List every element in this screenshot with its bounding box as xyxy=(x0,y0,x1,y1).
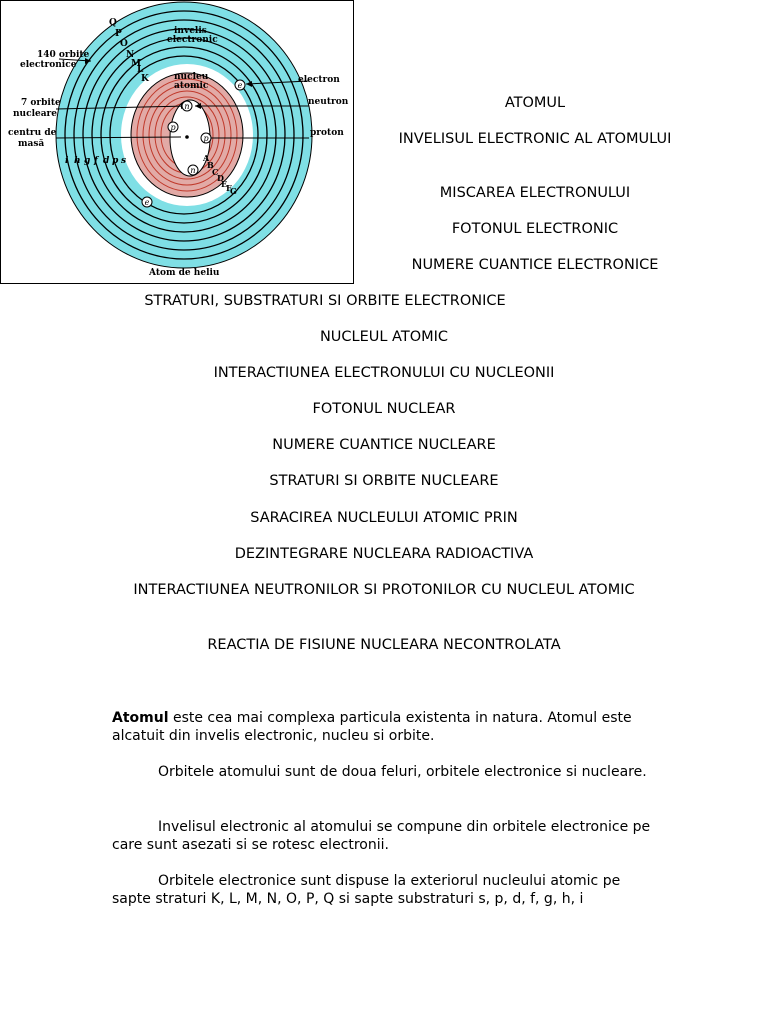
nshell-A: A xyxy=(203,153,210,163)
term-atomul: Atomul xyxy=(112,710,169,726)
shell-O: O xyxy=(120,39,128,49)
nshell-B: B xyxy=(207,160,214,170)
toc-item-numere-cuantice-electronice: NUMERE CUANTICE ELECTRONICE xyxy=(411,257,659,273)
neutron-symbol-2: n xyxy=(190,166,196,175)
proton-symbol: p xyxy=(170,123,176,132)
paragraph-orbitele-electronice: Orbitele electronice sunt dispuse la exteriorul nucleului atomic pe sapte straturi K, L, M, N, O, P, Q si sapte substraturi s, p, d, f, g, h, i xyxy=(112,873,621,907)
label-centru-de: centru de xyxy=(8,128,57,138)
subshell-p: p xyxy=(112,156,119,166)
label-electronic: electronic xyxy=(167,35,218,45)
label-140-orbits: 140 orbite xyxy=(37,50,90,60)
label-electronice: electronice xyxy=(20,60,77,70)
toc-item-fotonul-nuclear: FOTONUL NUCLEAR xyxy=(312,401,456,417)
subshell-i: i xyxy=(65,156,69,166)
helium-atom-svg xyxy=(1,1,353,283)
toc-item-dezintegrare: DEZINTEGRARE NUCLEARA RADIOACTIVA xyxy=(234,546,534,562)
toc-item-nucleul-atomic: NUCLEUL ATOMIC xyxy=(319,329,449,345)
toc-item-numere-cuantice-nucleare: NUMERE CUANTICE NUCLEARE xyxy=(272,437,496,453)
shell-N: N xyxy=(126,50,135,60)
atom-diagram xyxy=(0,0,354,284)
subshell-h: h xyxy=(74,156,81,166)
label-masa: masă xyxy=(18,139,45,149)
subshell-d: d xyxy=(103,156,110,166)
label-7-orbite: 7 orbite xyxy=(21,98,61,108)
shell-L: L xyxy=(137,65,144,75)
shell-M: M xyxy=(131,59,141,69)
nshell-D: D xyxy=(217,173,224,183)
subshell-g: g xyxy=(84,156,91,166)
proton-symbol-2: p xyxy=(203,134,209,143)
label-neutron: neutron xyxy=(308,97,349,107)
nshell-E: E xyxy=(221,179,228,189)
toc-item-straturi-electronice: STRATURI, SUBSTRATURI SI ORBITE ELECTRONICE xyxy=(144,293,506,309)
shell-Q: Q xyxy=(109,18,117,28)
toc-item-atomul: ATOMUL xyxy=(504,95,566,111)
electron-symbol-2: e xyxy=(144,198,150,207)
shell-P: P xyxy=(115,29,122,39)
paragraph-orbite: Orbitele atomului sunt de doua feluri, orbitele electronice si nucleare. xyxy=(158,764,647,780)
nshell-G: G xyxy=(230,186,237,196)
paragraph-intro xyxy=(112,709,652,745)
label-atomic: atomic xyxy=(174,81,209,91)
electron-symbol: e xyxy=(237,81,243,90)
label-electron: electron xyxy=(298,75,340,85)
nshell-C: C xyxy=(212,167,219,177)
toc-item-straturi-nucleare: STRATURI SI ORBITE NUCLEARE xyxy=(269,473,499,489)
label-nucleu: nucleu xyxy=(174,72,209,82)
subshell-s: s xyxy=(121,156,127,166)
shell-K: K xyxy=(141,74,149,84)
center-of-mass-dot xyxy=(185,135,189,139)
subshell-letters xyxy=(65,156,126,166)
toc-item-interactiunea-electronului: INTERACTIUNEA ELECTRONULUI CU NUCLEONII xyxy=(213,365,555,381)
paragraph-invelisul: Invelisul electronic al atomului se compune din orbitele electronice pe care sunt asezati si se rotesc electronii. xyxy=(112,819,651,853)
label-proton: proton xyxy=(310,128,344,138)
paragraph-intro-text: este cea mai complexa particula existenta in natura. Atomul este alcatuit din invelis electronic, nucleu si orbite. xyxy=(112,710,632,744)
neutron-symbol: n xyxy=(184,102,190,111)
toc-item-fotonul-electronic: FOTONUL ELECTRONIC xyxy=(451,221,619,237)
label-invelis: invelis xyxy=(174,26,207,36)
label-nucleare: nucleare xyxy=(13,109,58,119)
toc-item-miscarea: MISCAREA ELECTRONULUI xyxy=(439,185,631,201)
toc-item-invelisul: INVELISUL ELECTRONIC AL ATOMULUI xyxy=(398,131,672,147)
figure-caption: Atom de heliu xyxy=(149,268,220,278)
toc-item-reactia-fisiune: REACTIA DE FISIUNE NUCLEARA NECONTROLATA xyxy=(207,637,561,653)
subshell-f: f xyxy=(94,156,98,166)
toc-item-interactiunea-neutronilor: INTERACTIUNEA NEUTRONILOR SI PROTONILOR CU NUCLEUL ATOMIC xyxy=(133,582,635,598)
nshell-F: F xyxy=(226,183,232,193)
toc-item-saracirea: SARACIREA NUCLEULUI ATOMIC PRIN xyxy=(250,510,518,526)
